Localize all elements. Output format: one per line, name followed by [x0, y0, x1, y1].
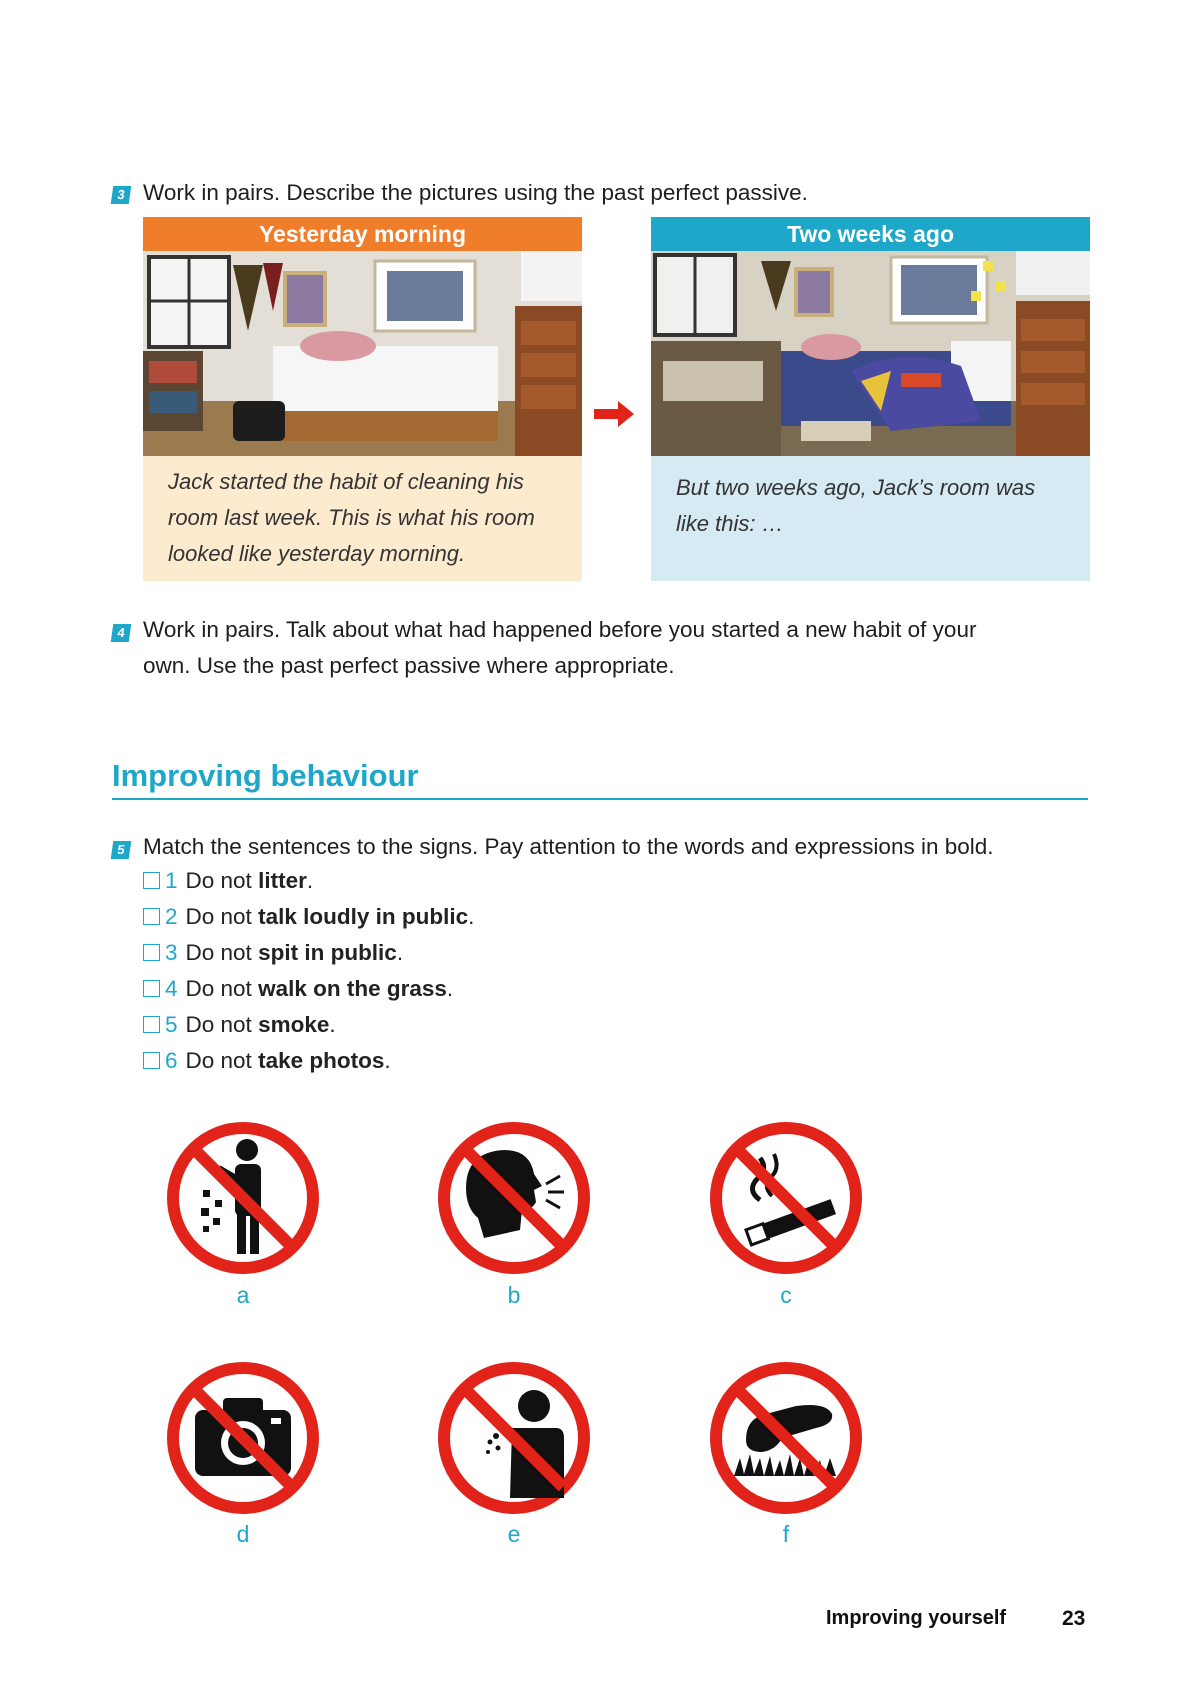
list-item	[143, 1046, 391, 1076]
item-plain-text: Do not	[185, 868, 252, 893]
answer-checkbox[interactable]	[143, 980, 160, 997]
sign-label: b	[507, 1282, 521, 1308]
item-end: .	[384, 1048, 391, 1073]
left-panel-heading: Yesterday morning	[143, 217, 582, 251]
list-item	[143, 866, 313, 896]
item-bold-text: take photos	[258, 1048, 385, 1073]
item-plain-text: Do not	[185, 976, 252, 1001]
item-end: .	[396, 940, 404, 965]
messy-room-photo	[651, 251, 1090, 456]
list-item	[143, 938, 403, 968]
tidy-room-photo	[143, 251, 582, 456]
sign-label: e	[507, 1521, 521, 1547]
sign-label: c	[780, 1282, 792, 1308]
item-plain-text: Do not	[185, 904, 252, 929]
exercise-5-instruction: Match the sentences to the signs. Pay attention to the words and expressions in bold.	[143, 834, 994, 859]
no-spitting-icon	[434, 1358, 594, 1518]
red-arrow-right-icon	[594, 400, 634, 433]
section-divider	[112, 798, 1088, 800]
list-item	[143, 1010, 336, 1040]
item-end: .	[468, 904, 475, 929]
caption-line: room last week. This is what his room	[168, 505, 535, 530]
answer-checkbox[interactable]	[143, 1052, 160, 1069]
no-walking-on-grass-icon	[706, 1358, 866, 1518]
exercise-4-instruction	[143, 612, 976, 684]
sign-label: d	[236, 1521, 250, 1547]
exercise-4-number: 4	[111, 624, 132, 642]
item-plain-text: Do not	[185, 1012, 252, 1037]
item-bold-text: smoke	[258, 1012, 330, 1037]
page-number: 23	[1062, 1607, 1086, 1630]
instruction-line: Work in pairs. Talk about what had happened before you started a new habit of your	[143, 617, 977, 642]
item-bold-text: talk loudly in public	[258, 904, 469, 929]
exercise-3-instruction: Work in pairs. Describe the pictures using the past perfect passive.	[143, 180, 808, 205]
item-number: 5	[165, 1012, 178, 1037]
caption-line: looked like yesterday morning.	[168, 541, 466, 566]
right-panel-heading: Two weeks ago	[651, 217, 1090, 251]
item-bold-text: walk on the grass	[258, 976, 447, 1001]
item-plain-text: Do not	[185, 940, 252, 965]
item-end: .	[329, 1012, 336, 1037]
section-title: Improving behaviour	[112, 758, 419, 793]
no-littering-icon	[163, 1118, 323, 1278]
item-end: .	[306, 868, 314, 893]
item-number: 3	[165, 940, 178, 965]
item-number: 2	[165, 904, 178, 929]
caption-line: Jack started the habit of cleaning his	[168, 469, 524, 494]
exercise-3-number: 3	[111, 186, 132, 204]
item-bold-text: spit in public	[258, 940, 397, 965]
caption-line: But two weeks ago, Jack’s room was	[676, 475, 1036, 500]
no-smoking-icon	[706, 1118, 866, 1278]
caption-line: like this: …	[676, 511, 784, 536]
no-loud-talking-icon	[434, 1118, 594, 1278]
sign-label: a	[236, 1282, 250, 1308]
instruction-line: own. Use the past perfect passive where appropriate.	[143, 653, 675, 678]
answer-checkbox[interactable]	[143, 944, 160, 961]
no-photos-icon	[163, 1358, 323, 1518]
item-number: 1	[165, 868, 178, 893]
answer-checkbox[interactable]	[143, 872, 160, 889]
item-number: 6	[165, 1048, 178, 1073]
exercise-5-number: 5	[111, 841, 132, 859]
left-panel-caption	[143, 456, 582, 581]
item-number: 4	[165, 976, 178, 1001]
item-plain-text: Do not	[185, 1048, 252, 1073]
footer-title: Improving yourself	[826, 1607, 1007, 1629]
sign-label: f	[782, 1521, 790, 1547]
item-end: .	[446, 976, 454, 1001]
answer-checkbox[interactable]	[143, 908, 160, 925]
list-item	[143, 902, 474, 932]
list-item	[143, 974, 453, 1004]
answer-checkbox[interactable]	[143, 1016, 160, 1033]
item-bold-text: litter	[258, 868, 307, 893]
right-panel-caption	[651, 456, 1090, 581]
